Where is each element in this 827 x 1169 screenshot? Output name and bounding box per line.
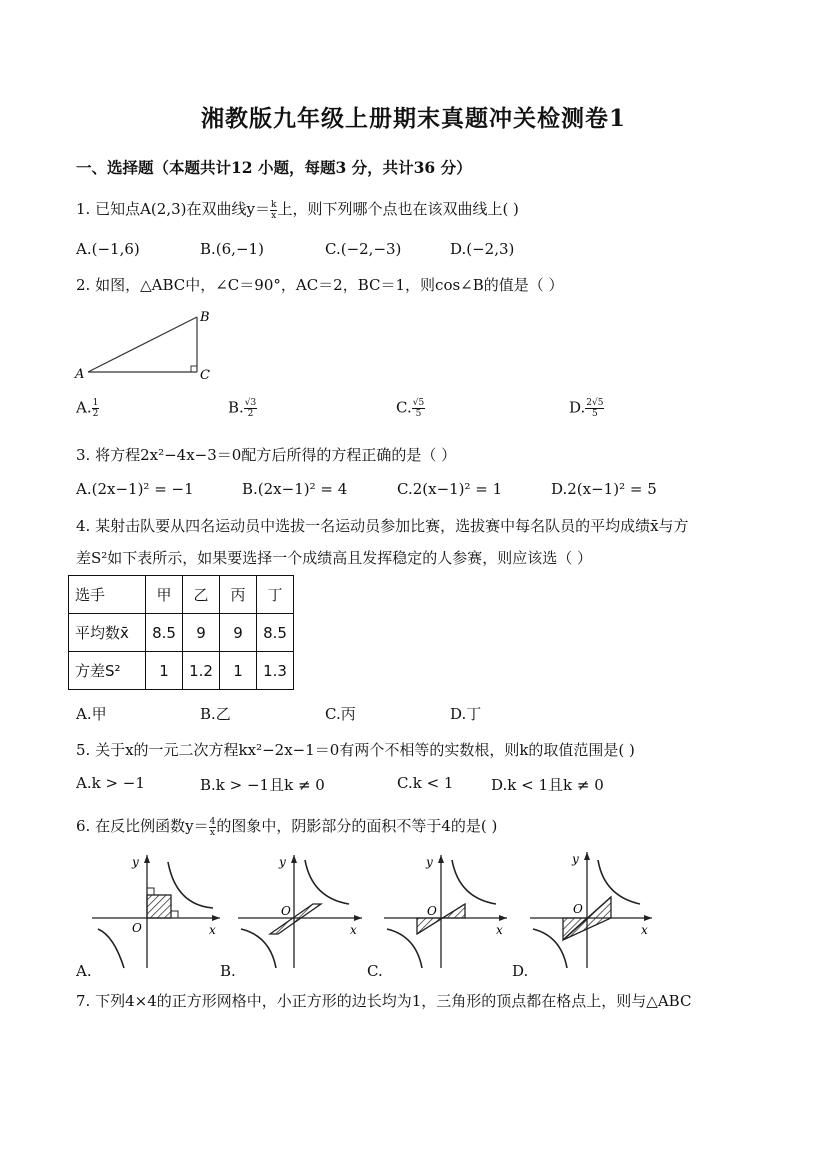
fraction-numerator: 1 [92,398,99,408]
option-b: B.k > −1且k ≠ 0 [200,776,325,794]
option-d: D.丁 [450,705,482,723]
y-arrow [291,855,297,863]
fraction-denominator: x [271,210,277,221]
hyperbola-branch [168,862,213,908]
fraction-numerator: √5 [412,398,425,408]
fraction-denominator: 5 [415,409,422,419]
x-label: x [209,923,216,937]
question-text-pre: 在反比例函数y＝ [95,817,209,835]
question-4-line2: 差S²如下表所示，如果要选择一个成绩高且发挥稳定的人参赛，则应该选（ ） [76,549,593,567]
question-text: 将方程2x²−4x−3＝0配方后所得的方程正确的是（ ） [95,446,457,464]
x-label: x [641,923,648,937]
question-text-pre: 已知点A(2,3)在双曲线y＝ [95,200,270,218]
option-letter: D. [569,398,586,417]
origin-label: O [427,904,437,918]
question-number: 3. [76,446,91,464]
option-a: A.(2x−1)² = −1 [76,480,194,498]
shaded-parallelogram [270,904,321,934]
question-text-line1: 某射击队要从四名运动员中选拔一名运动员参加比赛，选拔赛中每名队员的平均成绩x̄与方 [95,517,689,535]
option-letter: B. [228,398,244,417]
y-label: y [132,855,139,869]
fraction-numerator: 2√5 [586,398,604,408]
y-label: y [426,855,433,869]
option-d: D.k < 1且k ≠ 0 [491,776,604,794]
fraction-denominator: 2 [247,409,254,419]
fraction-numerator: √3 [244,398,257,408]
fraction-denominator: 5 [591,409,598,419]
y-arrow [144,855,150,863]
x-arrow [212,915,220,921]
y-label: y [279,855,286,869]
x-label: x [350,923,357,937]
option-c: C.k < 1 [397,774,454,792]
option-d: D. [512,962,529,980]
question-text-post: 的图象中，阴影部分的面积不等于4的是( ) [216,817,498,835]
table-cell: 方差S² [69,652,146,690]
table-cell: 平均数x̄ [69,614,146,652]
fraction-numerator: 4 [209,816,216,827]
section-heading: 一、选择题（本题共计12 小题，每题3 分，共计36 分） [76,158,472,177]
table-cell: 丙 [220,576,257,614]
table-cell: 1.3 [257,652,294,690]
x-arrow [354,915,362,921]
question-number: 1. [76,200,91,218]
option-c: C.(−2,−3) [325,240,402,258]
table-cell: 9 [220,614,257,652]
page-title: 湘教版九年级上册期末真题冲关检测卷1 [200,105,626,132]
option-letter: C. [396,398,412,417]
table-cell: 选手 [69,576,146,614]
origin-label: O [573,902,583,916]
option-b: B.(2x−1)² = 4 [242,480,348,498]
y-label: y [572,852,579,866]
question-text: 关于x的一元二次方程kx²−2x−1＝0有两个不相等的实数根，则k的取值范围是( ) [95,741,635,759]
question-number: 7. [76,992,91,1010]
question-number: 5. [76,741,91,759]
option-d: D.(−2,3) [450,240,515,258]
option-a: A.k > −1 [76,774,145,792]
hyperbola-branch [241,929,276,968]
origin-label: O [132,921,142,935]
table-cell: 1.2 [183,652,220,690]
x-arrow [644,915,652,921]
origin-label: O [281,904,291,918]
question-text-post: 上，则下列哪个点也在该双曲线上( ) [277,200,519,218]
graph-a [92,855,220,968]
hyperbola-branch [452,860,496,904]
hyperbola-branch [98,929,124,968]
graph-b [238,855,362,968]
table-cell: 甲 [146,576,183,614]
hyperbola-branch [533,929,567,968]
table-cell: 1 [220,652,257,690]
option-b: B.(6,−1) [200,240,264,258]
x-arrow [499,915,507,921]
graph-c [384,855,507,968]
shaded-rect [147,895,171,918]
hyperbola-branch [305,860,349,904]
table-cell: 1 [146,652,183,690]
option-a: A.甲 [76,705,107,723]
table-cell: 丁 [257,576,294,614]
option-letter: A. [76,398,92,417]
option-c: C.丙 [325,705,356,723]
x-label: x [496,923,503,937]
right-angle-mark [147,888,154,895]
label-b: B [200,310,210,325]
table-cell: 乙 [183,576,220,614]
question-number: 2. [76,276,91,294]
option-d: D.2(x−1)² = 5 [551,480,657,498]
question-text: 如图，△ABC中，∠C＝90°，AC＝2，BC＝1，则cos∠B的值是（ ） [95,276,564,294]
table-cell: 9 [183,614,220,652]
label-c: C [200,368,210,383]
fraction-numerator: k [270,199,277,210]
question-number: 6. [76,817,91,835]
question-7 [76,990,691,1011]
option-c: C.2(x−1)² = 1 [397,480,503,498]
table-cell: 8.5 [146,614,183,652]
fraction-denominator: 2 [92,409,99,419]
label-a: A [75,367,85,382]
option-a: A.(−1,6) [76,240,140,258]
option-c: C. [367,962,383,980]
table-cell: 8.5 [257,614,294,652]
question-text: 下列4×4的正方形网格中，小正方形的边长均为1，三角形的顶点都在格点上，则与△ABC [95,992,692,1010]
graph-d [530,852,652,968]
y-arrow [438,855,444,863]
option-b: B. [220,962,236,980]
hyperbola-branch [598,860,640,904]
option-b: B.乙 [200,705,231,723]
fraction-denominator: x [209,827,215,838]
option-a: A. [76,962,92,980]
y-arrow [584,852,590,860]
right-angle-mark [171,911,178,918]
question-number: 4. [76,517,91,535]
